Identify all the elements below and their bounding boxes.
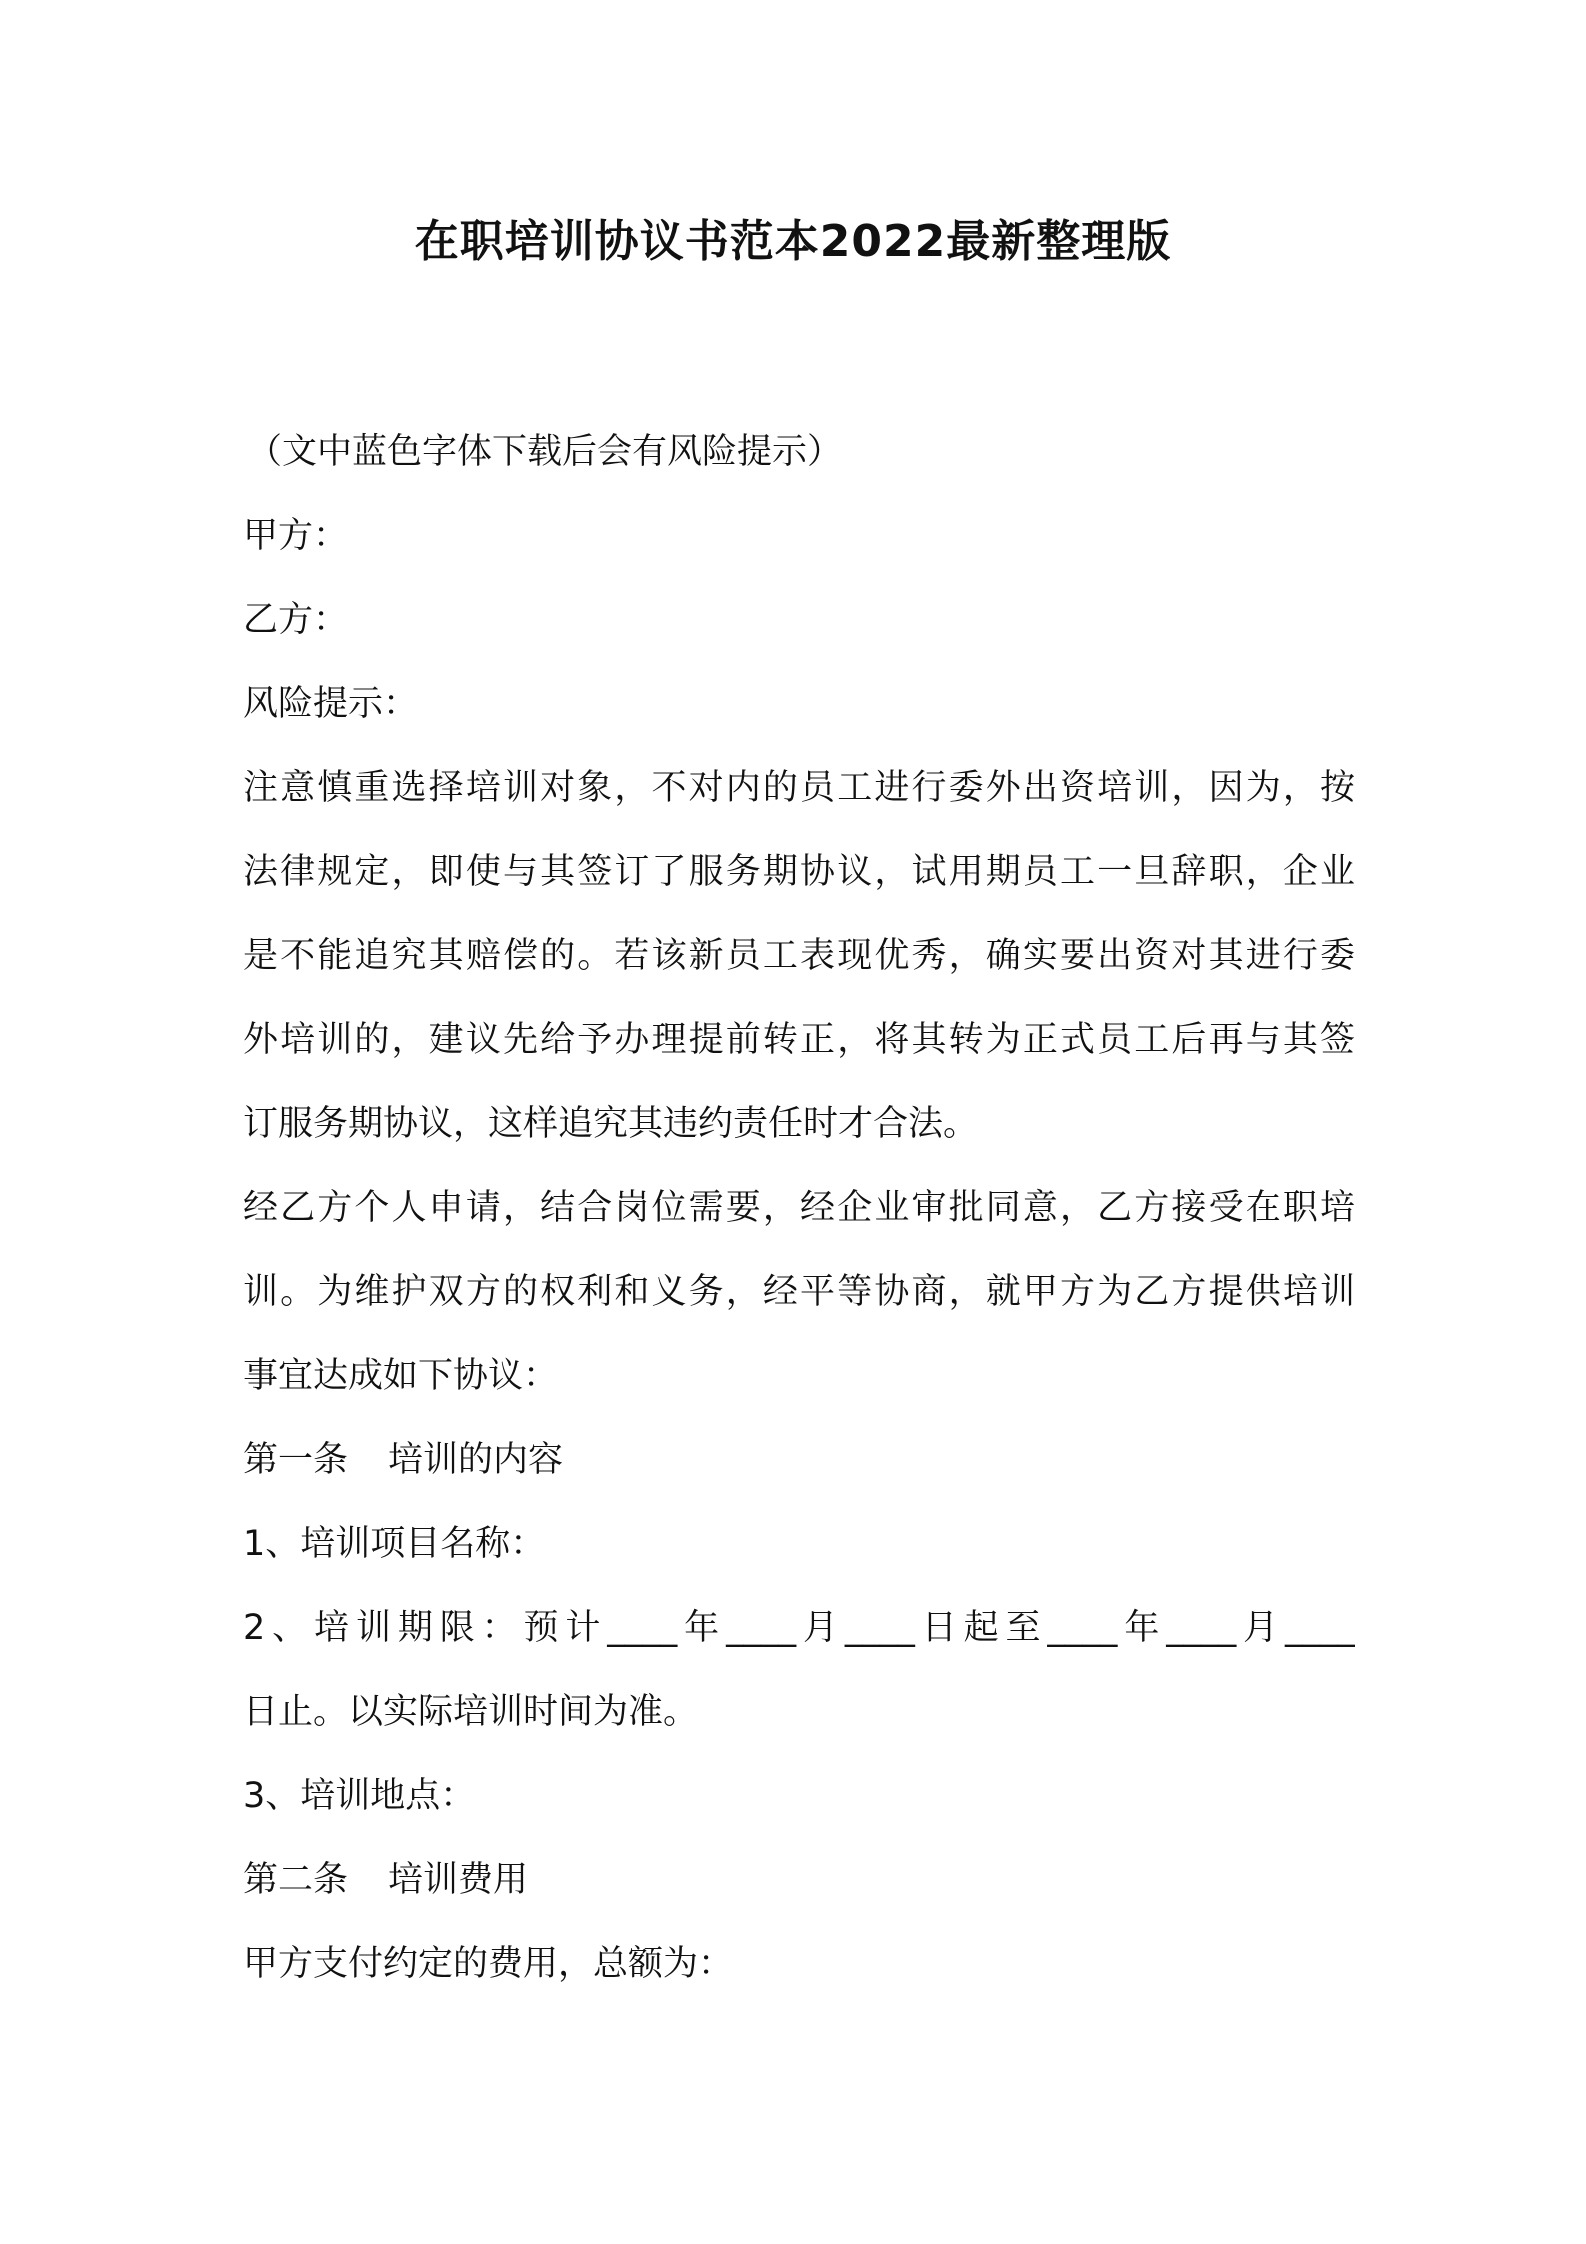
intro-paragraph-line: 事宜达成如下协议： bbox=[243, 1356, 559, 1396]
risk-paragraph-line: 外培训的，建议先给予办理提前转正，将其转为正式员工后再与其签 bbox=[243, 1020, 1355, 1060]
risk-paragraph-line: 法律规定，即使与其签订了服务期协议，试用期员工一旦辞职，企业 bbox=[243, 852, 1355, 892]
training-location: 3、培训地点： bbox=[243, 1776, 476, 1816]
intro-paragraph-line: 经乙方个人申请，结合岗位需要，经企业审批同意，乙方接受在职培 bbox=[243, 1188, 1355, 1228]
document-title: 在职培训协议书范本2022最新整理版 bbox=[414, 216, 1172, 267]
download-note: （文中蓝色字体下载后会有风险提示） bbox=[247, 432, 843, 472]
training-item-name: 1、培训项目名称： bbox=[243, 1524, 546, 1564]
risk-paragraph-line: 是不能追究其赔偿的。若该新员工表现优秀，确实要出资对其进行委 bbox=[243, 936, 1355, 976]
party-b-label: 乙方： bbox=[243, 600, 349, 640]
article-1-number: 第一条 bbox=[243, 1440, 349, 1480]
intro-paragraph-line: 训。为维护双方的权利和义务，经平等协商，就甲方为乙方提供培训 bbox=[243, 1272, 1355, 1312]
article-1-heading bbox=[243, 1418, 1355, 1502]
article-1-title: 培训的内容 bbox=[388, 1440, 564, 1480]
training-period-line: 2、培训期限：预计____年____月____日起至____年____月____ bbox=[243, 1608, 1355, 1648]
article-2-number: 第二条 bbox=[243, 1860, 349, 1900]
fee-total-line: 甲方支付约定的费用，总额为： bbox=[243, 1944, 734, 1984]
party-a-label: 甲方： bbox=[243, 516, 349, 556]
article-2-heading bbox=[243, 1838, 1355, 1922]
risk-paragraph-line: 订服务期协议，这样追究其违约责任时才合法。 bbox=[243, 1104, 979, 1144]
risk-paragraph-line: 注意慎重选择培训对象，不对内的员工进行委外出资培训，因为，按 bbox=[243, 768, 1355, 808]
risk-heading: 风险提示： bbox=[243, 684, 419, 724]
training-period-line: 日止。以实际培训时间为准。 bbox=[243, 1692, 699, 1732]
article-2-title: 培训费用 bbox=[388, 1860, 529, 1900]
document-body bbox=[243, 410, 1355, 2006]
